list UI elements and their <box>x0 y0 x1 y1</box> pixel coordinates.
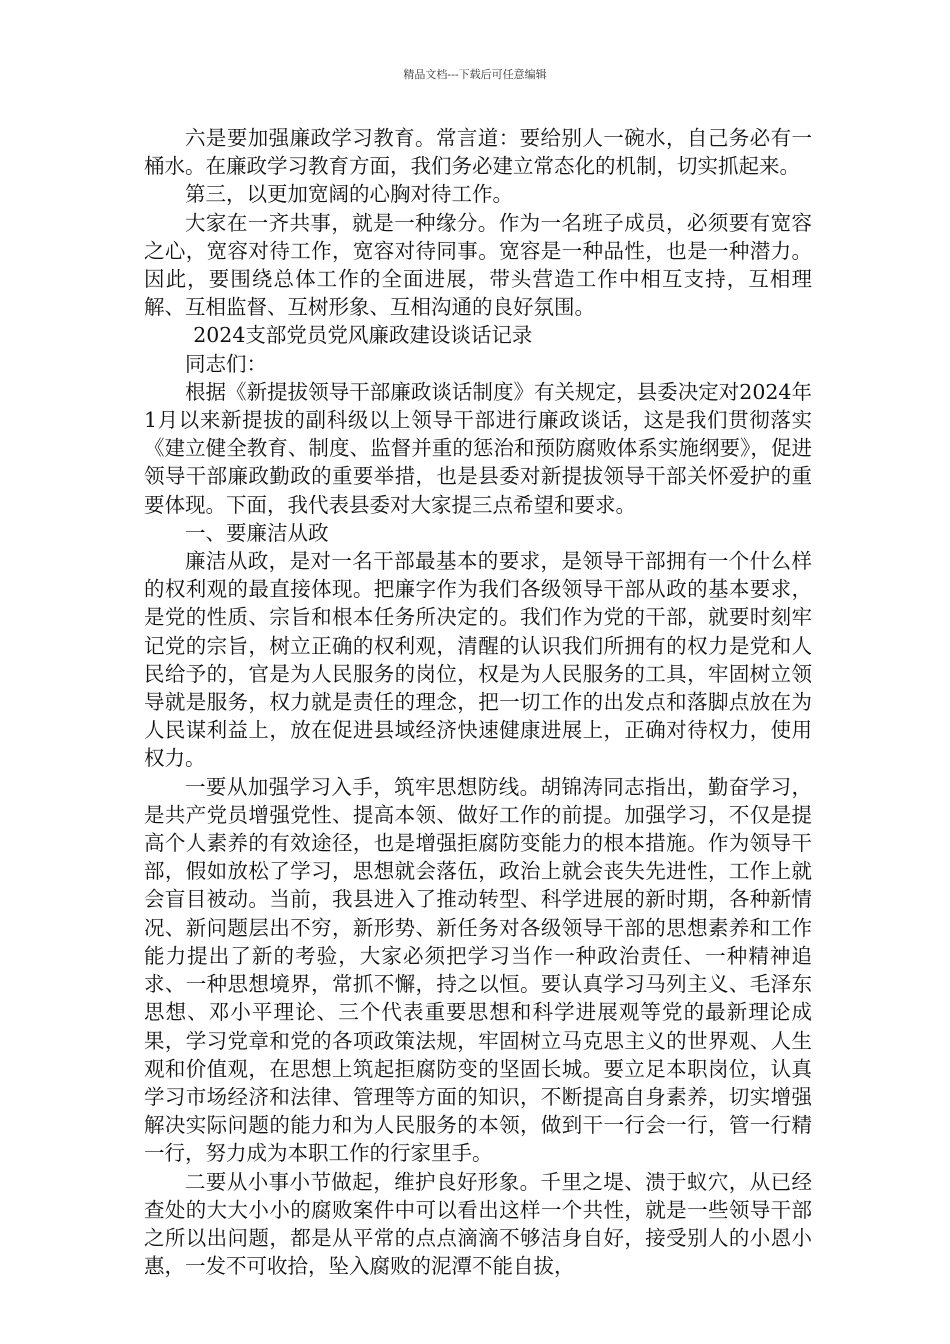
paragraph: 大家在一齐共事，就是一种缘分。作为一名班子成员，必须要有宽容之心，宽容对待工作，宽容对待同事。宽容是一种品性，也是一种潜力。因此，要围绕总体工作的全面进展，带头营造工作中相互支持，互相理解、互相监督、互树形象、互相沟通的良好氛围。 <box>144 210 812 320</box>
paragraph: 廉洁从政，是对一名干部最基本的要求，是领导干部拥有一个什么样的权利观的最直接体现。把廉字作为我们各级领导干部从政的基本要求，是党的性质、宗旨和根本任务所决定的。我们作为党的干部，就要时刻牢记党的宗旨，树立正确的权利观，清醒的认识我们所拥有的权力是党和人民给予的，官是为人民服务的岗位，权是为人民服务的工具，牢固树立领导就是服务，权力就是责任的理念，把一切工作的出发点和落脚点放在为人民谋利益上，放在促进县域经济快速健康进展上，正确对待权力，使用权力。 <box>144 549 812 771</box>
paragraph: 根据《新提拔领导干部廉政谈话制度》有关规定，县委决定对2024年1月以来新提拔的副科级以上领导干部进行廉政谈话，这是我们贯彻落实《建立健全教育、制度、监督并重的惩治和预防腐败体系实施纲要》，促进领导干部廉政勤政的重要举措，也是县委对新提拔领导干部关怀爱护的重要体现。下面，我代表县委对大家提三点希望和要求。 <box>144 379 812 517</box>
salutation: 同志们： <box>185 351 267 376</box>
section-heading: 一、要廉洁从政 <box>185 520 329 545</box>
paragraph: 一要从加强学习入手，筑牢思想防线。胡锦涛同志指出，勤奋学习，是共产党员增强党性、提高本领、做好工作的前提。加强学习，不仅是提高个人素养的有效途径，也是增强拒腐防变能力的根本措施。作为领导干部，假如放松了学习，思想就会落伍，政治上就会丧失先进性，工作上就会盲目被动。当前，我县进入了推动转型、科学进展的新时期，各种新情况、新问题层出不穷，新形势、新任务对各级领导干部的思想素养和工作能力提出了新的考验，大家必须把学习当作一种政治责任、一种精神追求、一种思想境界，常抓不懈，持之以恒。要认真学习马列主义、毛泽东思想、邓小平理论、三个代表重要思想和科学进展观等党的最新理论成果，学习党章和党的各项政策法规，牢固树立马克思主义的世界观、人生观和价值观，在思想上筑起拒腐防变的坚固长城。要立足本职岗位，认真学习市场经济和法律、管理等方面的知识，不断提高自身素养，切实增强解决实际问题的能力和为人民服务的本领，做到干一行会一行，管一行精一行，努力成为本职工作的行家里手。 <box>144 774 812 1166</box>
document-title: 2024支部党员党风廉政建设谈话记录 <box>193 323 533 348</box>
document-body <box>144 124 812 1280</box>
paragraph: 六是要加强廉政学习教育。常言道：要给别人一碗水，自己务必有一桶水。在廉政学习教育方面，我们务必建立常态化的机制，切实抓起来。 <box>144 126 812 179</box>
paragraph: 二要从小事小节做起，维护良好形象。千里之堤、溃于蚁穴，从已经查处的大大小小的腐败案件中可以看出这样一个共性，就是一些领导干部之所以出问题，都是从平常的点点滴滴不够洁身自好，接受别人的小恩小惠，一发不可收拾，坠入腐败的泥潭不能自拔， <box>144 1169 812 1279</box>
section-heading: 第三，以更加宽阔的心胸对待工作。 <box>185 182 513 207</box>
page-header: 精品文档---下载后可任意编辑 <box>403 68 547 81</box>
